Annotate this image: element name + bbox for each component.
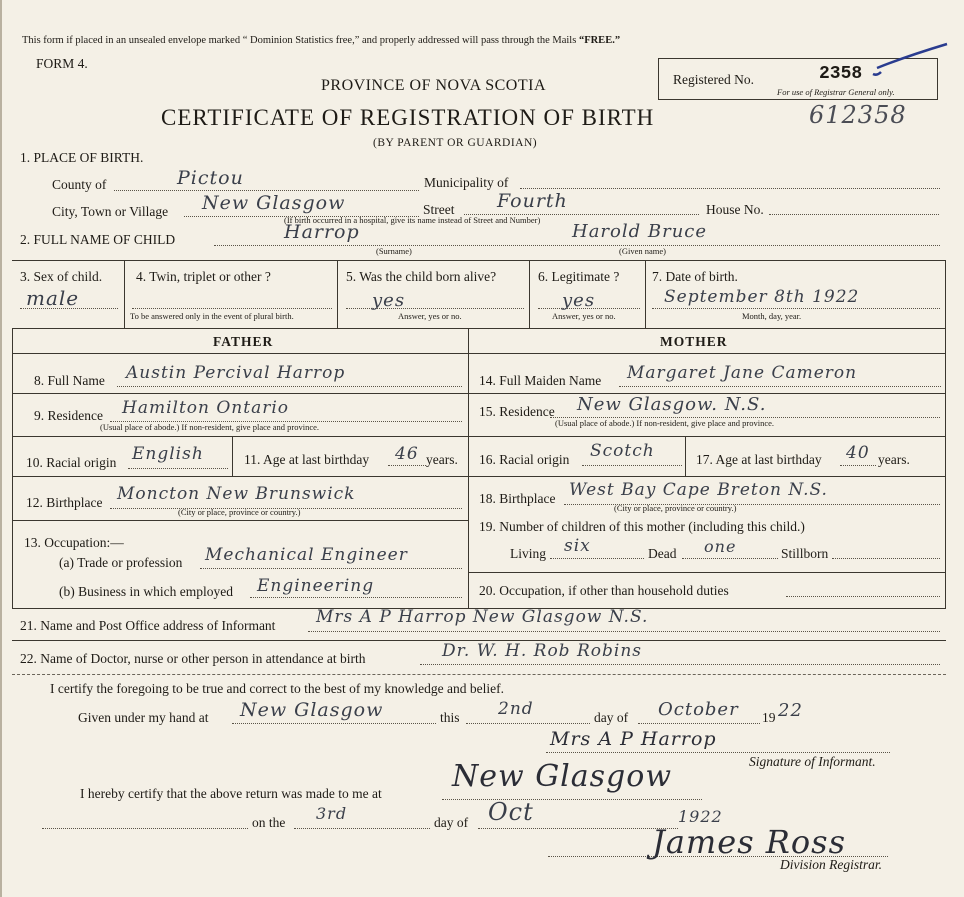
registrar-month-value: Oct xyxy=(488,798,534,826)
registrar-year-value: 1922 xyxy=(678,807,723,826)
father-residence-note: (Usual place of abode.) If non-resident, give place and province. xyxy=(100,422,320,432)
mother-residence-note: (Usual place of abode.) If non-resident, give place and province. xyxy=(555,418,775,428)
father-racial-origin-value: English xyxy=(132,444,204,464)
mother-residence-label: 15. Residence xyxy=(479,404,555,419)
mother-birthplace-value: West Bay Cape Breton N.S. xyxy=(569,480,828,500)
on-the-label: on the xyxy=(252,815,286,830)
father-name-value: Austin Percival Harrop xyxy=(126,363,346,383)
surname-caption: (Surname) xyxy=(376,246,412,256)
registrar-note: For use of Registrar General only. xyxy=(777,87,895,97)
registrar-day-of-label: day of xyxy=(434,815,469,830)
mailing-notice: This form if placed in an unsealed envelope marked “ Dominion Statistics free,” and properly addressed will pass through the Mails “FREE.” xyxy=(22,35,621,46)
place-of-birth-heading: 1. PLACE OF BIRTH. xyxy=(20,150,144,165)
date-of-birth-value: September 8th 1922 xyxy=(664,287,860,307)
given-place-value: New Glasgow xyxy=(240,699,384,721)
registrar-place-value: New Glasgow xyxy=(452,759,673,794)
occupation-heading: 13. Occupation:— xyxy=(24,535,124,550)
street-value: Fourth xyxy=(497,190,568,212)
mother-name-value: Margaret Jane Cameron xyxy=(627,363,858,383)
registrar-caption: Division Registrar. xyxy=(780,857,883,872)
doctor-value: Dr. W. H. Rob Robins xyxy=(442,641,642,661)
born-alive-label: 5. Was the child born alive? xyxy=(346,269,497,284)
handwritten-registry-number: 612358 xyxy=(809,101,907,129)
father-residence-value: Hamilton Ontario xyxy=(122,398,290,418)
legitimate-label: 6. Legitimate ? xyxy=(538,269,620,284)
mother-birthplace-note: (City or place, province or country.) xyxy=(614,503,737,513)
given-day-value: 2nd xyxy=(498,699,534,719)
business-label: (b) Business in which employed xyxy=(59,584,233,599)
informant-value: Mrs A P Harrop New Glasgow N.S. xyxy=(316,607,649,627)
father-heading: FATHER xyxy=(213,334,274,349)
father-birthplace-value: Moncton New Brunswick xyxy=(117,484,356,504)
year-prefix: 19 xyxy=(762,710,776,725)
dead-value: one xyxy=(704,537,737,556)
street-label: Street xyxy=(423,202,455,217)
stillborn-label: Stillborn xyxy=(781,546,829,561)
born-alive-value: yes xyxy=(372,290,406,311)
dead-label: Dead xyxy=(648,546,677,561)
date-of-birth-note: Month, day, year. xyxy=(742,311,802,321)
mother-racial-origin-value: Scotch xyxy=(590,441,655,461)
father-birthplace-label: 12. Birthplace xyxy=(26,495,103,510)
registered-number-label: Registered No. xyxy=(673,72,754,87)
pen-check-mark xyxy=(867,40,957,80)
certification-statement: I certify the foregoing to be true and correct to the best of my knowledge and belief. xyxy=(50,681,504,696)
given-under-hand-label: Given under my hand at xyxy=(78,710,209,725)
twin-note: To be answered only in the event of plural birth. xyxy=(130,311,294,321)
mother-heading: MOTHER xyxy=(660,334,728,349)
father-years-label: years. xyxy=(426,452,458,467)
mother-occupation-label: 20. Occupation, if other than household duties xyxy=(479,583,729,598)
this-label: this xyxy=(440,710,460,725)
informant-label: 21. Name and Post Office address of Informant xyxy=(20,618,276,633)
given-day-of-label: day of xyxy=(594,710,629,725)
child-surname: Harrop xyxy=(284,221,360,243)
business-value: Engineering xyxy=(257,576,375,596)
informant-signature-caption: Signature of Informant. xyxy=(749,754,876,769)
mother-residence-value: New Glasgow. N.S. xyxy=(577,394,767,415)
father-age-value: 46 xyxy=(395,444,419,464)
father-age-label: 11. Age at last birthday xyxy=(244,452,370,467)
form-number: FORM 4. xyxy=(36,56,88,71)
county-value: Pictou xyxy=(177,167,244,189)
father-name-label: 8. Full Name xyxy=(34,373,105,388)
registrar-statement: I hereby certify that the above return was made to me at xyxy=(80,786,382,801)
given-year-value: 22 xyxy=(778,700,803,721)
house-number-label: House No. xyxy=(706,202,764,217)
free-label: “FREE.” xyxy=(578,35,621,46)
mother-name-label: 14. Full Maiden Name xyxy=(479,373,602,388)
mother-age-label: 17. Age at last birthday xyxy=(696,452,822,467)
child-name-label: 2. FULL NAME OF CHILD xyxy=(20,232,176,247)
given-month-value: October xyxy=(658,699,739,720)
province-heading: PROVINCE OF NOVA SCOTIA xyxy=(321,77,547,94)
children-count-label: 19. Number of children of this mother (including this child.) xyxy=(479,519,805,534)
child-given-name: Harold Bruce xyxy=(572,221,708,242)
living-value: six xyxy=(564,536,591,556)
municipality-label: Municipality of xyxy=(424,175,509,190)
father-racial-origin-label: 10. Racial origin xyxy=(26,455,117,470)
trade-label: (a) Trade or profession xyxy=(59,555,183,570)
sex-label: 3. Sex of child. xyxy=(20,269,103,284)
mother-years-label: years. xyxy=(878,452,910,467)
father-birthplace-note: (City or place, province or country.) xyxy=(178,507,301,517)
registrar-signature: James Ross xyxy=(652,823,846,861)
certificate-title: CERTIFICATE OF REGISTRATION OF BIRTH xyxy=(161,105,655,130)
city-label: City, Town or Village xyxy=(52,204,169,219)
father-residence-label: 9. Residence xyxy=(34,408,103,423)
county-label: County of xyxy=(52,177,107,192)
doctor-label: 22. Name of Doctor, nurse or other person in attendance at birth xyxy=(20,651,366,666)
registrar-day-value: 3rd xyxy=(316,804,348,823)
trade-value: Mechanical Engineer xyxy=(205,545,408,565)
sex-value: male xyxy=(26,286,80,310)
mother-racial-origin-label: 16. Racial origin xyxy=(479,452,570,467)
city-value: New Glasgow xyxy=(202,192,346,214)
given-name-caption: (Given name) xyxy=(619,246,666,256)
living-label: Living xyxy=(510,546,546,561)
hospital-note: (If birth occurred in a hospital, give its name instead of Street and Number) xyxy=(284,215,541,225)
mother-age-value: 40 xyxy=(846,443,870,463)
legitimate-note: Answer, yes or no. xyxy=(552,311,616,321)
legitimate-value: yes xyxy=(562,290,596,311)
informant-signature: Mrs A P Harrop xyxy=(550,728,717,750)
born-alive-note: Answer, yes or no. xyxy=(398,311,462,321)
date-of-birth-label: 7. Date of birth. xyxy=(652,269,738,284)
mother-birthplace-label: 18. Birthplace xyxy=(479,491,556,506)
certificate-subtitle: (BY PARENT OR GUARDIAN) xyxy=(373,137,538,149)
registered-number-value: 2358 xyxy=(819,64,863,84)
twin-label: 4. Twin, triplet or other ? xyxy=(136,269,271,284)
